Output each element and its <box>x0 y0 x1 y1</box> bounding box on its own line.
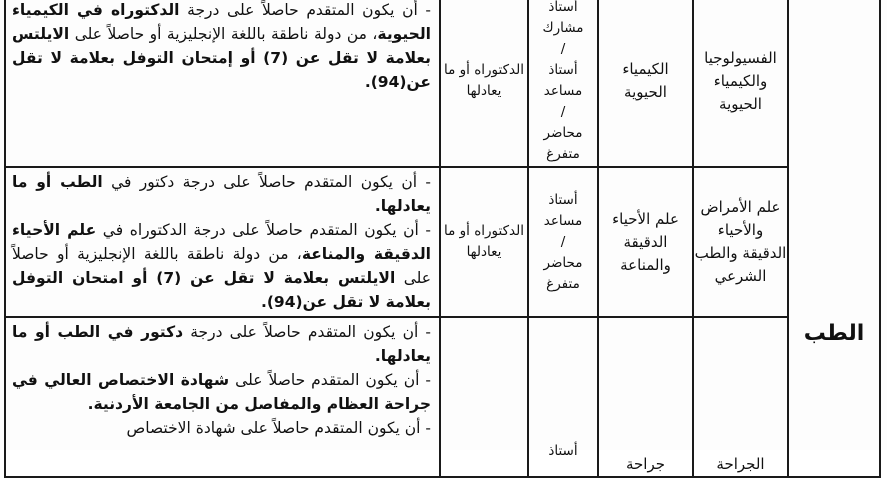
rank-cell <box>528 317 598 477</box>
condition-text: - أن يكون المتقدم حاصلاً على درجة الدكتوراه في علم الأحياء الدقيقة والمناعة، من دولة ناطقة باللغة الإنجليزية أو حاصلاً على الايلتس بعلامة لا تقل عن (7) أو امتحان التوفل بعلامة لا تقل عن(94). <box>12 221 432 311</box>
field-name: الكيمياء الحيوية <box>622 60 669 101</box>
requirements-table <box>4 0 881 478</box>
specialization-cell <box>693 317 788 477</box>
table-row <box>5 0 880 167</box>
condition-text: - أن يكون المتقدم حاصلاً على شهادة الاختصاص <box>126 419 431 437</box>
rank-cell <box>528 167 598 317</box>
rank-separator: / <box>560 104 566 120</box>
condition-text: - أن يكون المتقدم حاصلاً على درجة الدكتوراه في الكيمياء الحيوية، من دولة ناطقة باللغة الإنجليزية أو حاصلاً على الايلتس بعلامة لا تقل عن (7) أو إمتحان التوفل بعلامة لا تقل عن(94). <box>12 1 431 91</box>
degree-cell <box>440 0 528 167</box>
faculty-cell <box>788 0 880 477</box>
specialization-cell <box>693 0 788 167</box>
specialization-name: علم الأمراض والأحياء الدقيقة والطب الشرعي <box>694 198 787 285</box>
degree-text: الدكتوراه أو ما يعادلها <box>444 62 524 99</box>
specialization-cell <box>693 167 788 317</box>
rank-item: أستاذ مشارك <box>542 0 584 36</box>
rank-separator: / <box>560 233 566 250</box>
table-row <box>5 317 880 477</box>
rank-item: محاضر متفرغ <box>543 125 583 162</box>
field-name: علم الأحياء الدقيقة والمناعة <box>612 209 679 274</box>
rank-item: أستاذ <box>548 443 578 459</box>
rank-item: محاضر متفرغ <box>543 254 583 292</box>
condition-text: - أن يكون المتقدم حاصلاً على درجة دكتور في الطب أو ما يعادلها. <box>12 323 431 365</box>
field-name: جراحة <box>625 455 666 473</box>
conditions-cell <box>5 167 440 317</box>
degree-cell <box>440 317 528 477</box>
faculty-name: الطب <box>803 321 865 346</box>
conditions-cell <box>5 317 440 477</box>
specialization-name: الفسيولوجيا والكيمياء الحيوية <box>704 48 777 113</box>
condition-text: - أن يكون المتقدم حاصلاً على درجة دكتور في الطب أو ما يعادلها. <box>12 173 432 215</box>
rank-item: أستاذ مساعد <box>543 62 583 99</box>
table-row <box>5 167 880 317</box>
field-cell <box>598 317 693 477</box>
condition-text: - أن يكون المتقدم حاصلاً على شهادة الاختصاص العالي في جراحة العظام والمفاصل من الجامعة الأردنية. <box>12 371 431 413</box>
degree-cell <box>440 167 528 317</box>
field-cell <box>598 167 693 317</box>
field-cell <box>598 0 693 167</box>
degree-text: الدكتوراه أو ما يعادلها <box>444 223 524 260</box>
specialization-name: الجراحة <box>716 455 765 473</box>
rank-item: أستاذ مساعد <box>543 191 583 229</box>
rank-cell <box>528 0 598 167</box>
conditions-cell <box>5 0 440 167</box>
rank-separator: / <box>560 41 566 57</box>
